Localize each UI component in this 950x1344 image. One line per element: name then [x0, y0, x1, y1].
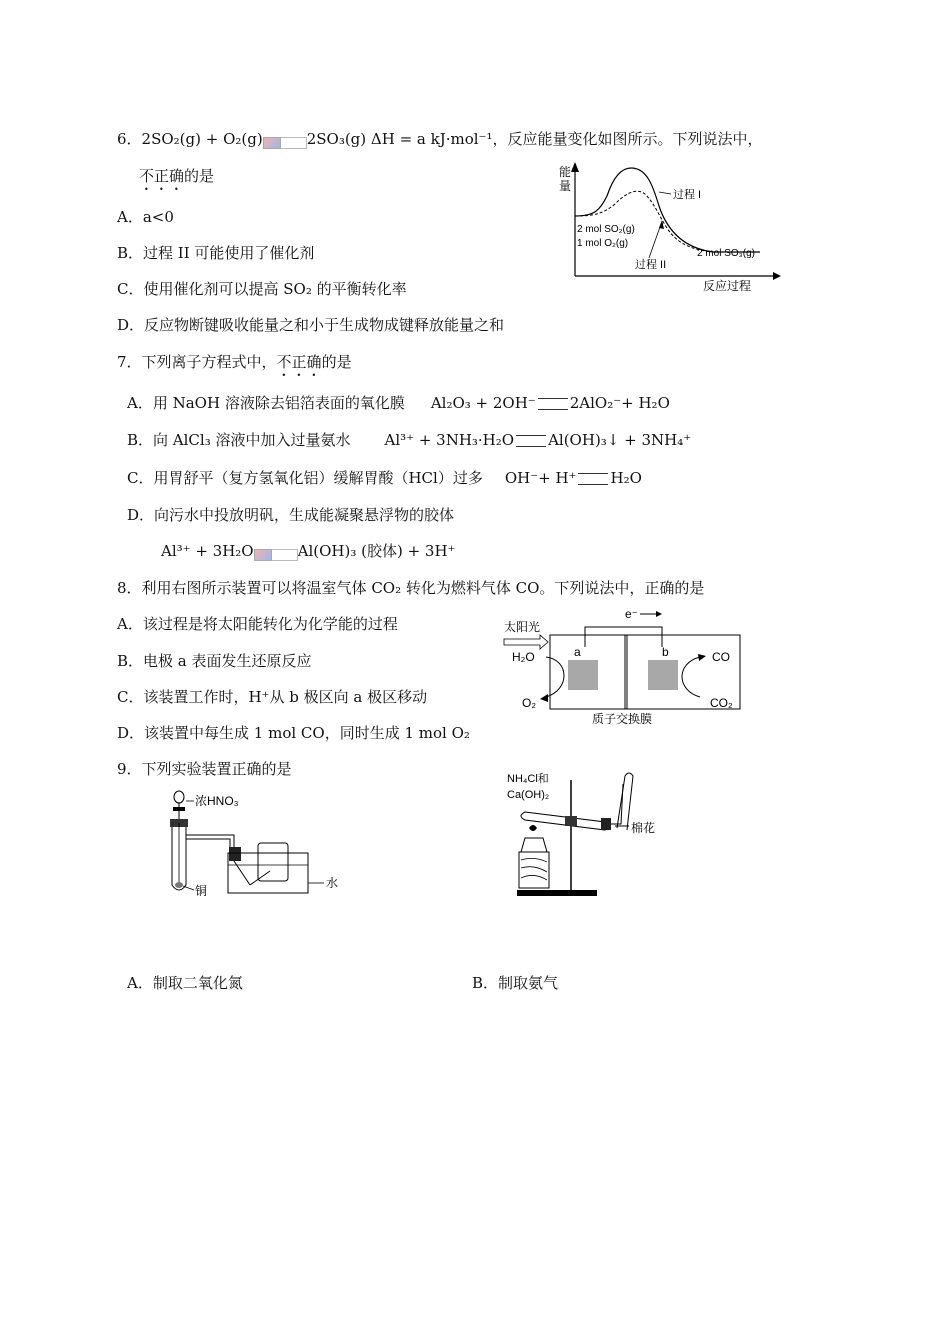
y-label-bottom: 量 — [559, 179, 572, 193]
label-reactant-1: 2 mol SO₂(g) — [577, 224, 635, 235]
x-label: 反应过程 — [703, 279, 752, 293]
q7-option-b: B．向 AlCl₃ 溶液中加入过量氨水 Al³⁺ + 3NH₃·H₂O Al(OH)₃↓ + 3NH₄⁺ — [127, 431, 692, 449]
membrane-label: 质子交换膜 — [592, 712, 653, 726]
cotton-label: 棉花 — [631, 821, 656, 835]
q6-stem-line1: 6．2SO₂(g) + O₂(g) 2SO₃(g) ΔH = a kJ·mol⁻¹，反应能量变化如图所示。下列说法中， — [117, 130, 763, 148]
label-b: b — [662, 645, 669, 659]
q7-option-d-equation: Al³⁺ + 3H₂O Al(OH)₃ (胶体) + 3H⁺ — [161, 542, 456, 560]
water-label: 水 — [326, 876, 339, 890]
q6-option-d: D．反应物断键吸收能量之和小于生成物成键释放能量之和 — [117, 316, 505, 334]
electron-arrow-icon — [656, 611, 662, 617]
equals-sign-icon — [516, 435, 546, 447]
q8-stem: 8．利用右图所示装置可以将温室气体 CO₂ 转化为燃料气体 CO。下列说法中，正确的是 — [117, 579, 705, 597]
q8-option-d: D．该装置中每生成 1 mol CO，同时生成 1 mol O₂ — [117, 724, 470, 742]
co-label: CO — [712, 650, 730, 664]
copper-label: 铜 — [195, 884, 208, 898]
sunlight-label: 太阳光 — [504, 620, 541, 634]
q7-option-c: C．用胃舒平（复方氢氧化铝）缓解胃酸（HCl）过多 OH⁻+ H⁺ H₂O — [127, 469, 642, 487]
q6-option-c: C．使用催化剂可以提高 SO₂ 的平衡转化率 — [117, 280, 407, 298]
y-axis-arrow-icon — [571, 162, 579, 172]
emphasis-text: 不正确 — [139, 167, 185, 185]
acid-label: 浓HNO₃ — [195, 794, 239, 808]
label-product: 2 mol SO₃(g) — [697, 248, 755, 259]
apparatus-a — [150, 783, 350, 903]
q9-caption-b: B．制取氨气 — [472, 974, 559, 992]
collection-bottle — [258, 843, 288, 881]
energy-diagram — [555, 158, 785, 298]
reagent-label-2: Ca(OH)₂ — [507, 789, 550, 801]
emphasis-text: 不正确 — [276, 353, 322, 371]
co2-label: CO₂ — [710, 696, 733, 710]
label-process-1: 过程 I — [673, 189, 702, 201]
label-a: a — [574, 645, 581, 659]
alcohol-lamp — [521, 838, 547, 852]
electrode-a — [568, 660, 598, 690]
funnel-bulb — [174, 791, 184, 803]
reagent-label-1: NH₄Cl和 — [507, 773, 549, 785]
wood-block — [519, 852, 549, 888]
label-reactant-2: 1 mol O₂(g) — [577, 238, 629, 249]
q8-option-b: B．电极 a 表面发生还原反应 — [117, 652, 312, 670]
equals-sign-icon — [578, 473, 608, 485]
stand-base — [517, 890, 597, 896]
delivery-tube — [186, 835, 234, 853]
q9-caption-a: A．制取二氧化氮 — [127, 974, 243, 992]
reversible-arrow-icon — [263, 134, 307, 146]
apparatus-b — [505, 768, 680, 908]
x-axis-arrow-icon — [773, 272, 781, 280]
label-process-2: 过程 II — [635, 259, 667, 271]
sunlight-arrow-icon — [504, 635, 548, 649]
y-label-top: 能 — [559, 165, 572, 179]
electrolysis-diagram — [500, 605, 750, 730]
equals-sign-icon — [538, 398, 568, 410]
reversible-arrow-icon — [254, 546, 298, 558]
o2-label: O₂ — [522, 696, 536, 710]
q8-option-a: A．该过程是将太阳能转化为化学能的过程 — [117, 615, 398, 633]
q7-option-a: A．用 NaOH 溶液除去铝箔表面的氧化膜 Al₂O₃ + 2OH⁻ 2AlO₂⁻+ H₂O — [127, 394, 670, 412]
electron-label: e⁻ — [625, 607, 639, 621]
q6-option-b: B．过程 II 可能使用了催化剂 — [117, 244, 315, 262]
q6-stem-line2: 不正确的是 — [139, 167, 215, 185]
q7-option-d: D．向污水中投放明矾，生成能凝聚悬浮物的胶体 — [127, 506, 455, 524]
electrode-b — [648, 660, 678, 690]
q9-stem: 9．下列实验装置正确的是 — [117, 760, 292, 778]
q8-option-c: C．该装置工作时，H⁺从 b 极区向 a 极区移动 — [117, 688, 428, 706]
external-wire — [585, 627, 662, 647]
q7-stem: 7．下列离子方程式中，不正确的是 — [117, 353, 352, 371]
q6-option-a: A．a<0 — [117, 208, 174, 226]
h2o-label: H₂O — [512, 650, 535, 664]
